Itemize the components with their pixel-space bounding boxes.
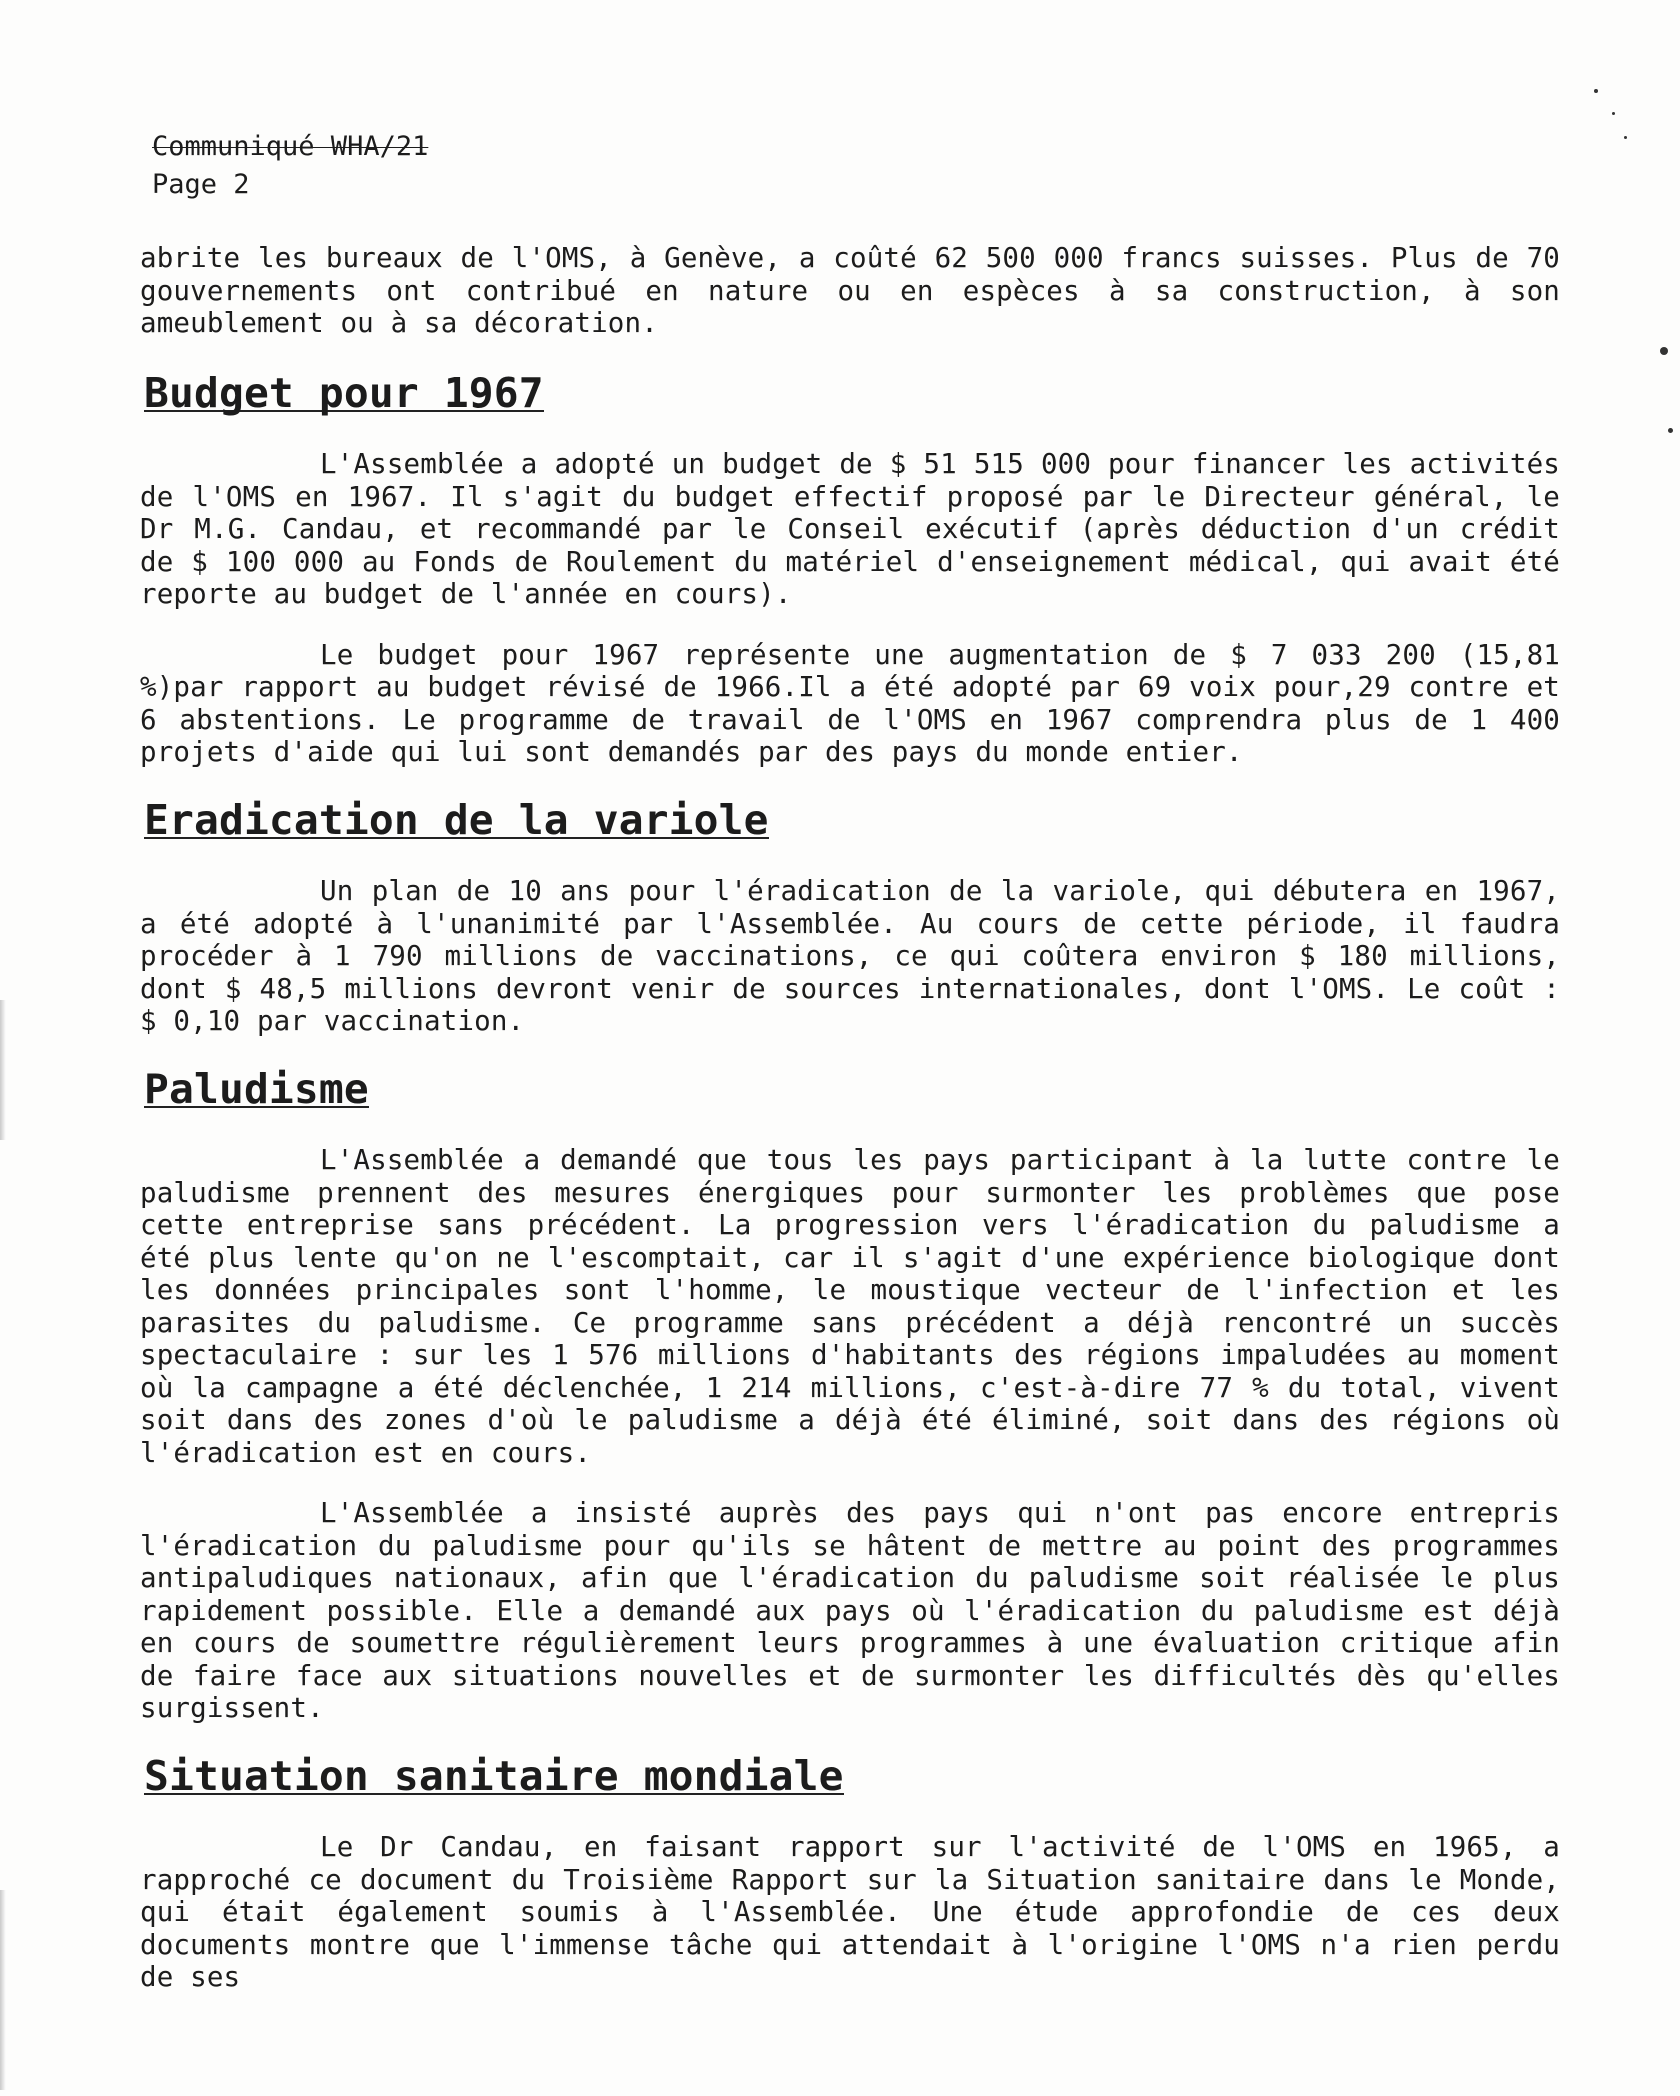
scan-speck: [1624, 136, 1627, 139]
budget-paragraph-1: L'Assemblée a adopté un budget de $ 51 515 000 pour financer les activités de l'OMS en 1967. Il s'agit du budget effectif proposé par le Directeur général, le Dr M.G. Candau, et recommandé par le Conseil exécutif (après déduction d'un crédit de $ 100 000 au Fonds de Roulement du matériel d'enseignement médical, qui avait été reporte au budget de l'année en cours).: [140, 448, 1560, 610]
page-number: Page 2: [152, 169, 250, 200]
section-heading-variole: Eradication de la variole: [144, 795, 769, 844]
scan-speck: [1660, 347, 1668, 355]
situation-paragraph: Le Dr Candau, en faisant rapport sur l'activité de l'OMS en 1965, a rapproché ce document du Troisième Rapport sur la Situation sanitaire dans le Monde, qui était également soumis à l'Assemblée. Une étude approfondie de ces deux documents montre que l'immense tâche qui attendait à l'origine l'OMS n'a rien perdu de ses: [140, 1831, 1560, 1993]
paludisme-paragraph-2: L'Assemblée a insisté auprès des pays qui n'ont pas encore entrepris l'éradication du paludisme pour qu'ils se hâtent de mettre au point des programmes antipaludiques nationaux, afin que l'éradication du paludisme soit réalisée le plus rapidement possible. Elle a demandé aux pays où l'éradication du paludisme est déjà en cours de soumettre régulièrement leurs programmes à une évaluation critique afin de faire face aux situations nouvelles et de surmonter les difficultés dès qu'elles surgissent.: [140, 1497, 1560, 1724]
section-heading-paludisme: Paludisme: [144, 1064, 369, 1113]
scan-speck: [1612, 112, 1615, 115]
section-heading-situation: Situation sanitaire mondiale: [144, 1751, 844, 1800]
scan-edge-shadow: [0, 1000, 6, 1140]
budget-paragraph-2: Le budget pour 1967 représente une augmentation de $ 7 033 200 (15,81 %)par rapport au budget révisé de 1966.Il a été adopté par 69 voix pour,29 contre et 6 abstentions. Le programme de travail de l'OMS en 1967 comprendra plus de 1 400 projets d'aide qui lui sont demandés par des pays du monde entier.: [140, 638, 1560, 768]
section-heading-budget: Budget pour 1967: [144, 368, 544, 417]
communique-reference: Communiqué WHA/21: [152, 131, 429, 162]
variole-paragraph: Un plan de 10 ans pour l'éradication de la variole, qui débutera en 1967, a été adopté à l'unanimité par l'Assemblée. Au cours de cette période, il faudra procéder à 1 790 millions de vaccinations, ce qui coûtera environ $ 180 millions, dont $ 48,5 millions devront venir de sources internationales, dont l'OMS. Le coût : $ 0,10 par vaccination.: [140, 875, 1560, 1037]
scan-speck: [1594, 89, 1598, 93]
scan-edge-shadow: [0, 1890, 6, 2090]
intro-paragraph: abrite les bureaux de l'OMS, à Genève, a coûté 62 500 000 francs suisses. Plus de 70 gouvernements ont contribué en nature ou en espèces à sa construction, à son ameublement ou à sa décoration.: [140, 242, 1560, 339]
document-header: [152, 128, 428, 204]
paludisme-paragraph-1: L'Assemblée a demandé que tous les pays participant à la lutte contre le paludisme prennent des mesures énergiques pour surmonter les problèmes que pose cette entreprise sans précédent. La progression vers l'éradication du paludisme a été plus lente qu'on ne l'escomptait, car il s'agit d'une expérience biologique dont les données principales sont l'homme, le moustique vecteur de l'infection et les parasites du paludisme. Ce programme sans précédent a déjà rencontré un succès spectaculaire : sur les 1 576 millions d'habitants des régions impaludées au moment où la campagne a été déclenchée, 1 214 millions, c'est-à-dire 77 % du total, vivent soit dans des zones d'où le paludisme a déjà été éliminé, soit dans des régions où l'éradication est en cours.: [140, 1144, 1560, 1469]
scan-speck: [1668, 428, 1673, 433]
document-body: [140, 242, 1560, 1994]
